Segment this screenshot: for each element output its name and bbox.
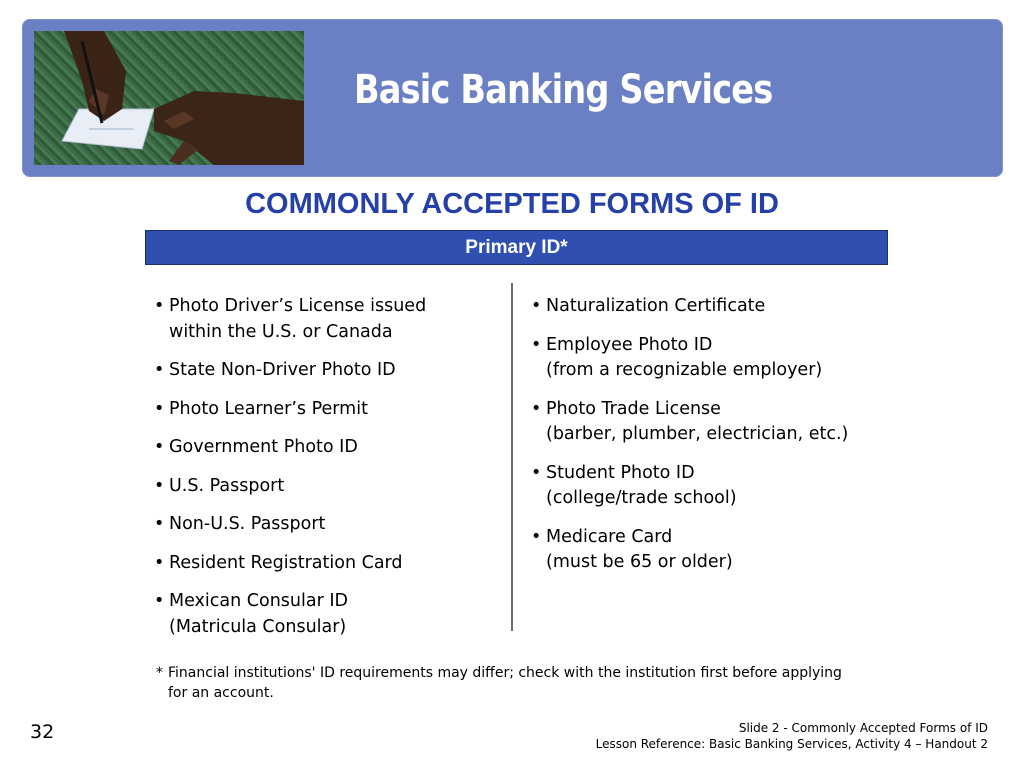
bullet-icon: • <box>154 437 165 457</box>
banner-photo-hands-signing <box>34 31 304 165</box>
bullet-icon: • <box>531 296 542 316</box>
id-item-label: Non-U.S. Passport <box>169 514 326 534</box>
footnote-asterisk: * <box>156 665 163 681</box>
id-list-item <box>154 589 494 640</box>
id-list-item <box>531 333 891 384</box>
id-list-item <box>531 397 891 448</box>
id-item-label: Photo Trade License <box>546 398 721 419</box>
bullet-icon: • <box>531 526 542 547</box>
id-item-label: Mexican Consular ID <box>169 591 348 611</box>
bullet-icon: • <box>154 591 165 611</box>
id-list-item <box>154 512 494 538</box>
left-id-list <box>154 294 494 653</box>
id-item-label: State Non-Driver Photo ID <box>169 360 396 380</box>
bullet-icon: • <box>154 552 165 573</box>
column-divider <box>511 283 513 631</box>
footnote-text: Financial institutions' ID requirements may differ; check with the institution first before applying for an account. <box>168 665 842 701</box>
bullet-icon: • <box>154 398 165 419</box>
bullet-icon: • <box>531 334 542 355</box>
id-item-label: Employee Photo ID <box>546 334 713 355</box>
slide-reference-line-1: Slide 2 - Commonly Accepted Forms of ID <box>738 721 988 735</box>
id-item-detail: within the U.S. or Canada <box>169 321 393 342</box>
header-banner <box>22 19 1003 177</box>
footnote <box>156 663 856 703</box>
id-item-label: Resident Registration Card <box>169 552 403 573</box>
id-item-detail: (Matricula Consular) <box>169 616 347 637</box>
page-number: 32 <box>30 721 55 743</box>
slide-reference <box>596 720 988 752</box>
bullet-icon: • <box>154 475 165 496</box>
hands-signing-illustration <box>34 31 304 165</box>
id-item-detail: (must be 65 or older) <box>546 552 733 572</box>
id-item-label: Photo Learner’s Permit <box>169 398 368 419</box>
slide-reference-line-2: Lesson Reference: Basic Banking Services, Activity 4 – Handout 2 <box>595 737 988 751</box>
id-list-item <box>531 294 891 320</box>
primary-id-section-bar: Primary ID* <box>145 230 888 265</box>
id-item-label: Student Photo ID <box>546 462 695 483</box>
id-item-label: U.S. Passport <box>169 475 285 496</box>
id-item-detail: (from a recognizable employer) <box>546 360 823 380</box>
slide-heading: COMMONLY ACCEPTED FORMS OF ID <box>245 188 779 220</box>
id-item-label: Photo Driver’s License issued <box>169 296 427 316</box>
id-item-detail: (college/trade school) <box>546 488 737 508</box>
bullet-icon: • <box>154 514 165 534</box>
bullet-icon: • <box>154 296 165 316</box>
id-list-item <box>531 525 891 576</box>
id-item-label: Medicare Card <box>546 526 673 547</box>
bullet-icon: • <box>531 462 542 483</box>
right-id-list <box>531 294 891 589</box>
id-item-detail: (barber, plumber, electrician, etc.) <box>546 424 849 444</box>
id-list-item <box>154 358 494 384</box>
bullet-icon: • <box>531 398 542 419</box>
id-list-item <box>531 461 891 512</box>
id-item-label: Government Photo ID <box>169 437 358 457</box>
id-item-label: Naturalization Certificate <box>546 296 766 316</box>
id-list-item <box>154 435 494 461</box>
bullet-icon: • <box>154 360 165 380</box>
banner-title: Basic Banking Services <box>354 67 773 113</box>
id-list-item <box>154 294 494 345</box>
id-list-item <box>154 474 494 500</box>
id-list-item <box>154 397 494 423</box>
id-list-item <box>154 551 494 577</box>
